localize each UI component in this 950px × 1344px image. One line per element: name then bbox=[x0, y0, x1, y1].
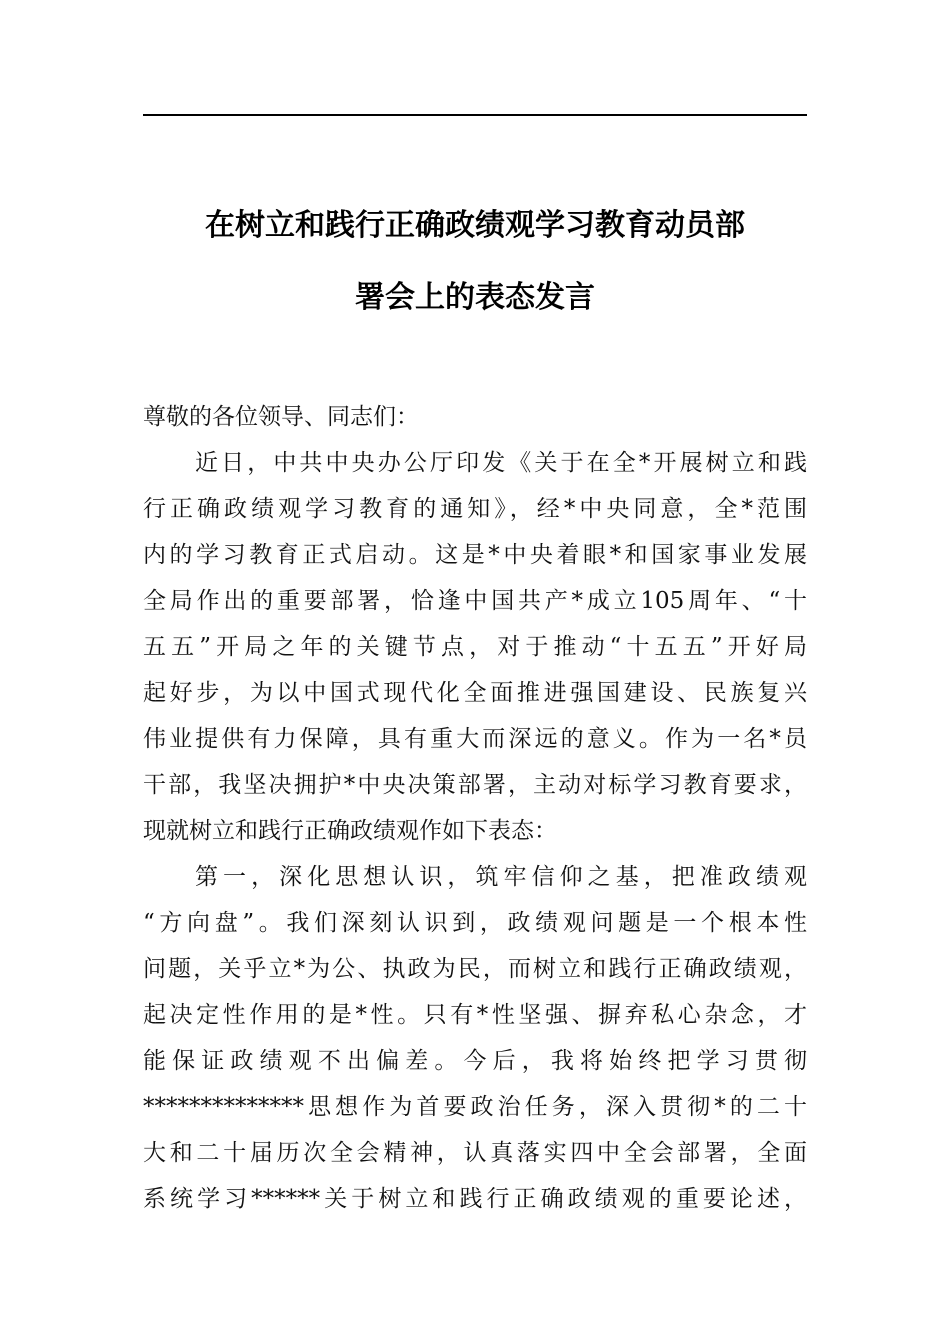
body-line: 全局作出的重要部署，恰逢中国共产*成立105周年、“十 bbox=[143, 588, 807, 614]
body-line: 系统学习******关于树立和践行正确政绩观的重要论述， bbox=[143, 1186, 807, 1212]
body-line: 五五”开局之年的关键节点，对于推动“十五五”开好局 bbox=[143, 634, 807, 660]
body-line: 近日，中共中央办公厅印发《关于在全*开展树立和践 bbox=[195, 450, 807, 476]
title-line-1: 在树立和践行正确政绩观学习教育动员部 bbox=[205, 208, 745, 243]
document-body bbox=[143, 394, 807, 1222]
body-line: 现就树立和践行正确政绩观作如下表态： bbox=[143, 818, 557, 844]
body-line: **************思想作为首要政治任务，深入贯彻*的二十 bbox=[143, 1094, 807, 1120]
body-line: 行正确政绩观学习教育的通知》，经*中央同意，全*范围 bbox=[143, 496, 807, 522]
body-line: 起好步，为以中国式现代化全面推进强国建设、民族复兴 bbox=[143, 680, 807, 706]
body-line: 内的学习教育正式启动。这是*中央着眼*和国家事业发展 bbox=[143, 542, 807, 568]
header-rule bbox=[143, 114, 807, 116]
document-title bbox=[143, 190, 807, 334]
body-line: 问题，关乎立*为公、执政为民，而树立和践行正确政绩观， bbox=[143, 956, 807, 982]
body-line: 伟业提供有力保障，具有重大而深远的意义。作为一名*员 bbox=[143, 726, 807, 752]
title-line-2: 署会上的表态发言 bbox=[355, 280, 595, 315]
body-line: 尊敬的各位领导、同志们： bbox=[143, 404, 419, 430]
body-line: 第一，深化思想认识，筑牢信仰之基，把准政绩观 bbox=[195, 864, 807, 890]
body-line: 干部，我坚决拥护*中央决策部署，主动对标学习教育要求， bbox=[143, 772, 807, 798]
body-line: 大和二十届历次全会精神，认真落实四中全会部署，全面 bbox=[143, 1140, 807, 1166]
body-line: 能保证政绩观不出偏差。今后，我将始终把学习贯彻 bbox=[143, 1048, 807, 1074]
body-line: 起决定性作用的是*性。只有*性坚强、摒弃私心杂念，才 bbox=[143, 1002, 807, 1028]
body-line: “方向盘”。我们深刻认识到，政绩观问题是一个根本性 bbox=[143, 910, 807, 936]
